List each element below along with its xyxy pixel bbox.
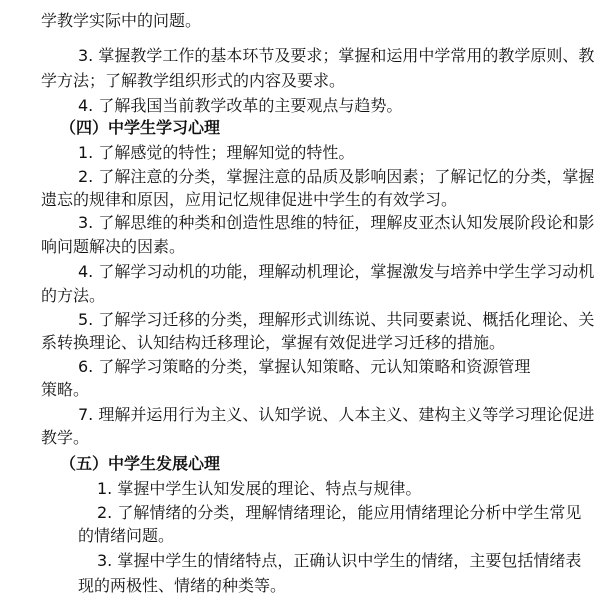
text-line: 2. 了解注意的分类，掌握注意的品质及影响因素；了解记忆的分类，掌握 — [78, 167, 595, 186]
text-line: 策略。 — [41, 380, 90, 399]
text-line: 学方法；了解教学组织形式的内容及要求。 — [41, 71, 346, 90]
text-line: 6. 了解学习策略的分类，掌握认知策略、元认知策略和资源管理 — [78, 357, 531, 376]
text-line: 系转换理论、认知结构迁移理论，掌握有效促进学习迁移的措施。 — [41, 333, 506, 352]
text-line: 3. 掌握教学工作的基本环节及要求；掌握和运用中学常用的教学原则、教 — [78, 46, 595, 65]
text-line: 的方法。 — [41, 286, 106, 305]
text-line: 7. 理解并运用行为主义、认知学说、人本主义、建构主义等学习理论促进 — [78, 405, 595, 424]
section-heading: （五）中学生发展心理 — [60, 454, 221, 473]
section-heading: （四）中学生学习心理 — [60, 118, 221, 137]
text-line: 1. 了解感觉的特性；理解知觉的特性。 — [78, 143, 355, 162]
text-line: 5. 了解学习迁移的分类，理解形式训练说、共同要素说、概括化理论、关 — [78, 310, 595, 329]
text-line: 4. 了解学习动机的功能，理解动机理论，掌握激发与培养中学生学习动机 — [78, 262, 595, 281]
text-line: 1. 掌握中学生认知发展的理论、特点与规律。 — [97, 479, 422, 498]
text-line: 教学。 — [41, 428, 90, 447]
text-line: 3. 掌握中学生的情绪特点，正确认识中学生的情绪，主要包括情绪表 — [97, 551, 582, 570]
text-line: 响问题解决的因素。 — [41, 237, 186, 256]
text-line: 2. 了解情绪的分类，理解情绪理论，能应用情绪理论分析中学生常见 — [97, 503, 582, 522]
text-line: 现的两极性、情绪的种类等。 — [78, 576, 287, 595]
text-line: 学教学实际中的问题。 — [41, 11, 202, 30]
text-line: 3. 了解思维的种类和创造性思维的特征，理解皮亚杰认知发展阶段论和影 — [78, 213, 595, 232]
text-line: 4. 了解我国当前教学改革的主要观点与趋势。 — [78, 96, 403, 115]
text-line: 的情绪问题。 — [78, 526, 175, 545]
text-line: 遗忘的规律和原因，应用记忆规律促进中学生的有效学习。 — [41, 190, 458, 209]
